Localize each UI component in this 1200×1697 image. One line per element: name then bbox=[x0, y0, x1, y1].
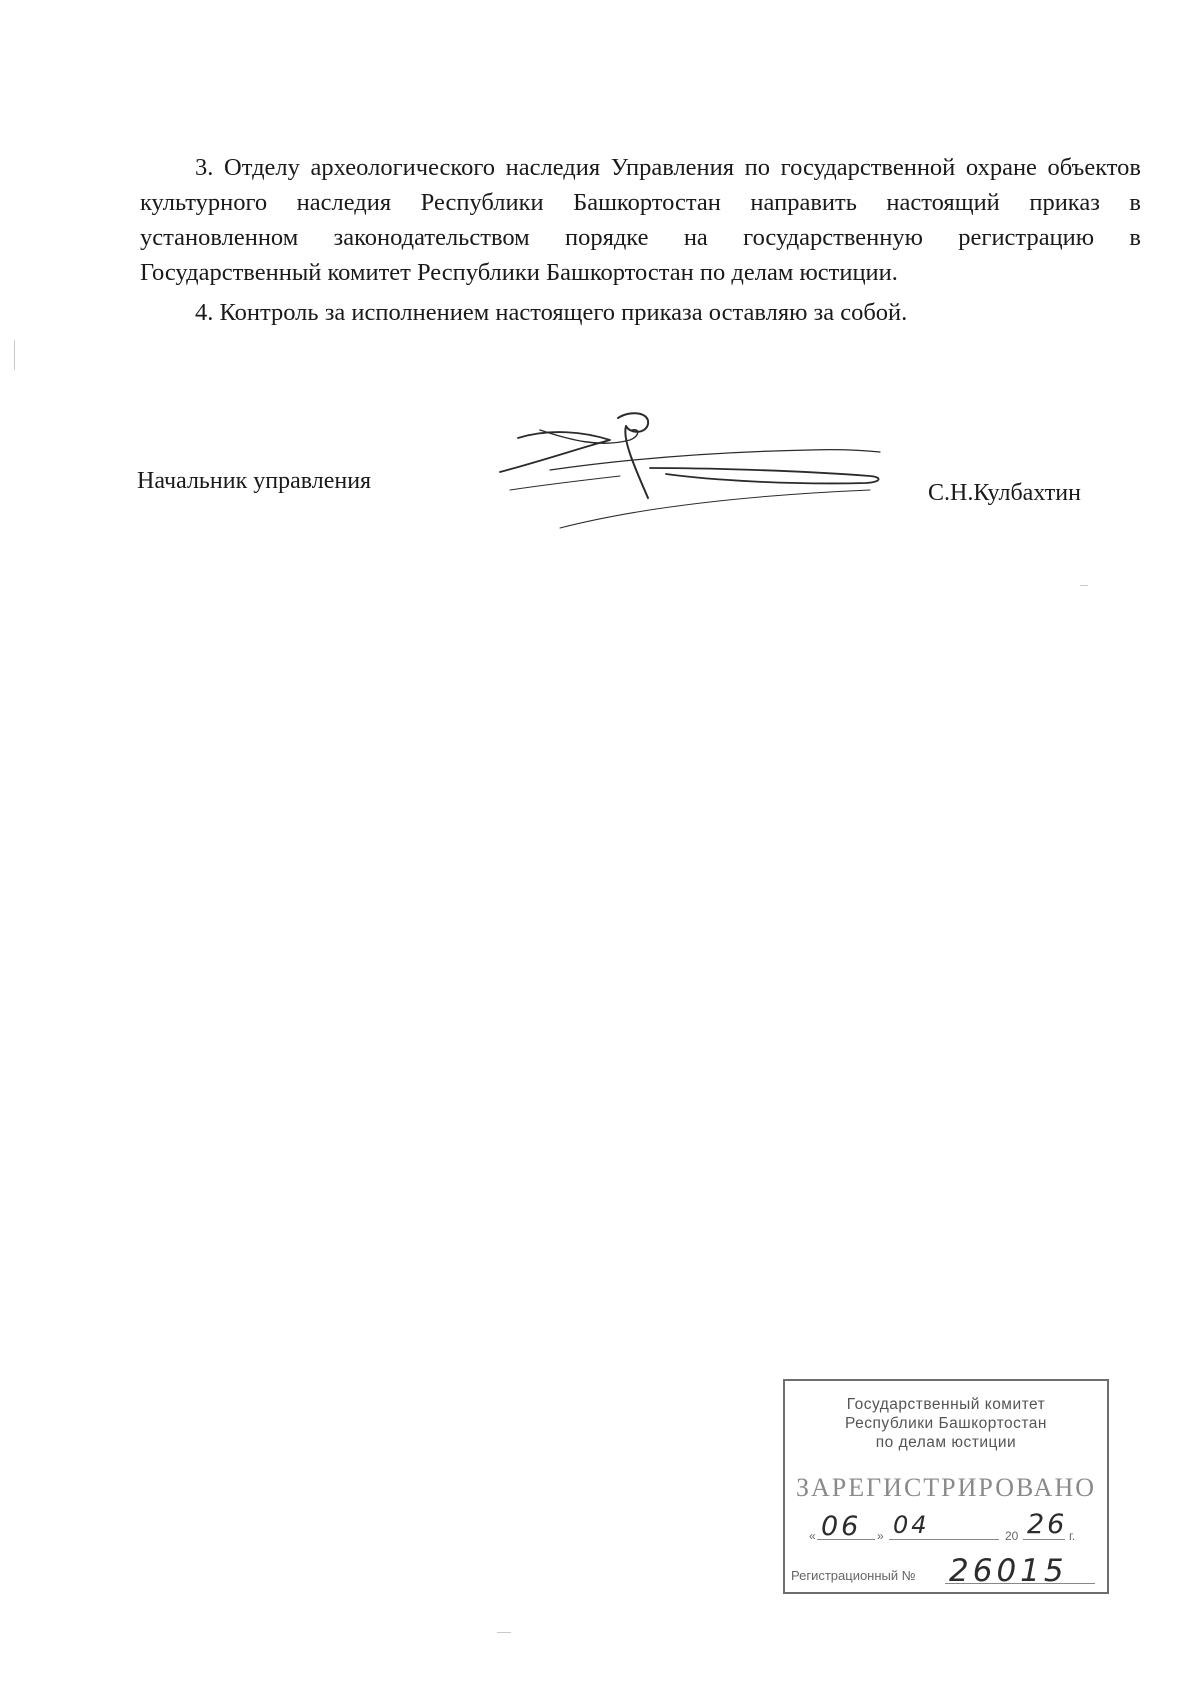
stamp-status: ЗАРЕГИСТРИРОВАНО bbox=[796, 1473, 1096, 1502]
date-year-suffix: 26 bbox=[1027, 1509, 1068, 1540]
stamp-org-line: Республики Башкортостан bbox=[845, 1415, 1047, 1432]
reg-number-label: Регистрационный № bbox=[791, 1568, 916, 1583]
stamp-registration-number bbox=[785, 1553, 1105, 1589]
reg-number-underline bbox=[945, 1583, 1095, 1584]
date-month: 04 bbox=[893, 1511, 930, 1539]
paragraph-3: 3. Отделу археологического наследия Управления по государственной охране объектов культурного наследия Республики Башкортостан направить настоящий приказ в установленном законодательством порядке на государственную регистрацию в Государственный комитет Республики Башкортостан по делам юстиции. bbox=[140, 154, 1141, 286]
date-year-prefix: 20 bbox=[1005, 1529, 1019, 1543]
date-year-unit: г. bbox=[1069, 1529, 1076, 1543]
registration-stamp bbox=[783, 1379, 1109, 1594]
date-year-underline bbox=[1023, 1539, 1065, 1540]
scan-artifact bbox=[497, 1632, 511, 1633]
signer-position: Начальник управления bbox=[137, 468, 372, 494]
paragraph-4: 4. Контроль за исполнением настоящего приказа оставляю за собой. bbox=[195, 299, 908, 326]
signer-name: С.Н.Кулбахтин bbox=[928, 480, 1081, 506]
date-close-quote: » bbox=[877, 1529, 884, 1543]
signature-block bbox=[0, 0, 1200, 600]
reg-number-value: 26015 bbox=[949, 1553, 1068, 1589]
scan-artifact bbox=[1080, 585, 1088, 586]
stamp-org-line: Государственный комитет bbox=[846, 1396, 1046, 1413]
stamp-org-line: по делам юстиции bbox=[875, 1434, 1017, 1451]
date-month-underline bbox=[889, 1539, 999, 1540]
date-day-underline bbox=[817, 1539, 875, 1540]
date-day: 06 bbox=[821, 1511, 862, 1542]
handwritten-signature bbox=[490, 410, 910, 540]
scan-artifact bbox=[14, 340, 15, 370]
stamp-date bbox=[809, 1509, 1099, 1549]
date-open-quote: « bbox=[809, 1529, 816, 1543]
stamp-organization bbox=[785, 1395, 1107, 1452]
